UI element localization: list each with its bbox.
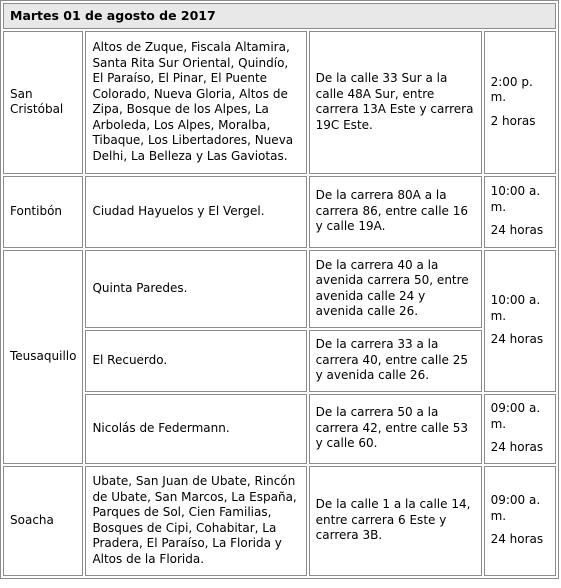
start-time: 09:00 a. m. <box>490 493 541 523</box>
area-cell: De la carrera 50 a la carrera 42, entre calle 53 y calle 60. <box>309 394 482 464</box>
duration: 2 horas <box>490 113 536 128</box>
neighborhoods-cell: Altos de Zuque, Fiscala Altamira, Santa Rita Sur Oriental, Quindío, El Paraíso, El Pinar, El Puente Colorado, Nueva Gloria, Altos de Zipa, Bosque de los Alpes, La Arboleda, Los Alpes, Moralba, Tibaque, Los Libertadores, Nueva Delhi, La Belleza y Las Gaviotas. <box>85 31 306 174</box>
start-time: 09:00 a. m. <box>490 401 541 431</box>
date-heading: Martes 01 de agosto de 2017 <box>3 3 556 29</box>
time-cell <box>484 394 556 464</box>
neighborhoods-cell: Quinta Paredes. <box>85 250 306 328</box>
table-row <box>3 394 556 464</box>
area-cell: De la calle 33 Sur a la calle 48A Sur, entre carrera 13A Este y carrera 19C Este. <box>309 31 482 174</box>
time-cell <box>484 31 556 174</box>
table-header-row <box>3 3 556 29</box>
locality-cell: San Cristóbal <box>3 31 83 174</box>
locality-cell: Teusaquillo <box>3 250 83 464</box>
area-cell: De la carrera 80A a la carrera 86, entre calle 16 y calle 19A. <box>309 176 482 248</box>
neighborhoods-cell: Nicolás de Federmann. <box>85 394 306 464</box>
duration: 24 horas <box>490 440 544 455</box>
table-row <box>3 466 556 576</box>
area-cell: De la carrera 33 a la carrera 40, entre calle 25 y avenida calle 26. <box>309 330 482 392</box>
table-row <box>3 31 556 174</box>
neighborhoods-cell: Ciudad Hayuelos y El Vergel. <box>85 176 306 248</box>
time-cell <box>484 250 556 392</box>
start-time: 2:00 p. m. <box>490 74 533 105</box>
time-cell <box>484 176 556 248</box>
start-time: 10:00 a. m. <box>490 293 541 323</box>
area-cell: De la calle 1 a la calle 14, entre carrera 6 Este y carrera 3B. <box>309 466 482 576</box>
area-cell: De la carrera 40 a la avenida carrera 50, entre avenida calle 24 y avenida calle 26. <box>309 250 482 328</box>
duration: 24 horas <box>490 532 544 547</box>
duration: 24 horas <box>490 332 544 347</box>
locality-cell: Soacha <box>3 466 83 576</box>
table-row <box>3 176 556 248</box>
start-time: 10:00 a. m. <box>490 184 541 214</box>
table-row <box>3 250 556 328</box>
table-row <box>3 330 556 392</box>
duration: 24 horas <box>490 223 544 238</box>
time-cell <box>484 466 556 576</box>
neighborhoods-cell: El Recuerdo. <box>85 330 306 392</box>
locality-cell: Fontibón <box>3 176 83 248</box>
neighborhoods-cell: Ubate, San Juan de Ubate, Rincón de Ubate, San Marcos, La España, Parques de Sol, Cien Familias, Bosques de Cipi, Cohabitar, La Pradera, El Paraíso, La Florida y Altos de la Florida. <box>85 466 306 576</box>
